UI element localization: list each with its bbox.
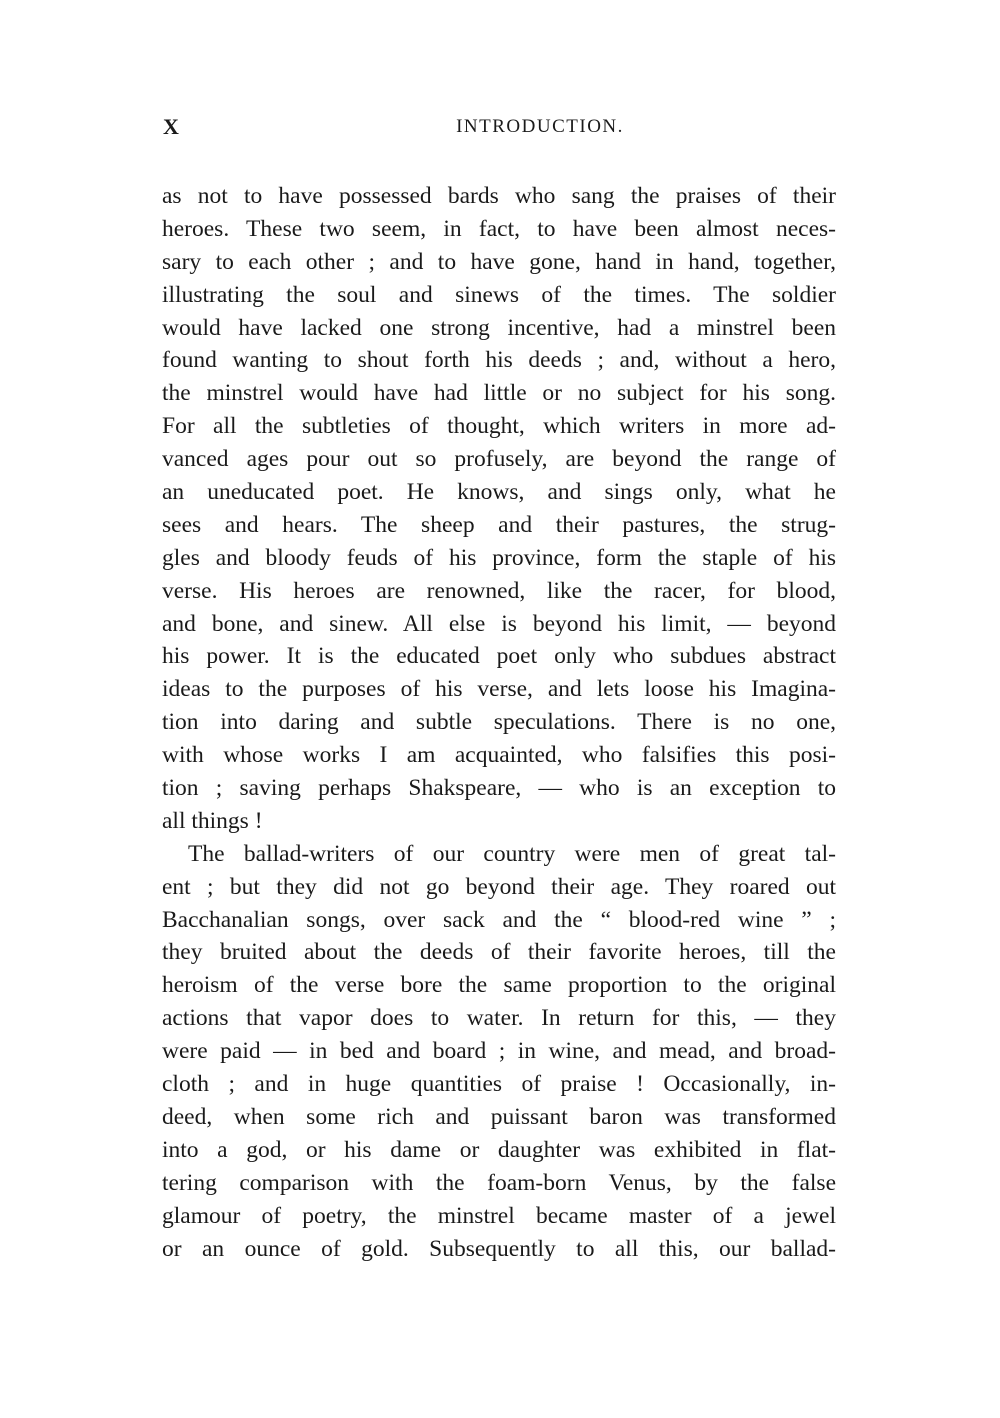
text-line: or an ounce of gold. Subsequently to all this, our ballad-: [162, 1235, 836, 1262]
text-line: sary to each other ; and to have gone, hand in hand, together,: [162, 248, 836, 275]
text-line: actions that vapor does to water. In return for this, — they: [162, 1005, 836, 1032]
text-line: found wanting to shout forth his deeds ; and, without a hero,: [162, 347, 836, 374]
text-line: heroes. These two seem, in fact, to have been almost neces-: [162, 215, 836, 242]
text-line: For all the subtleties of thought, which writers in more ad-: [162, 413, 836, 440]
paragraph: [162, 180, 836, 838]
text-line: an uneducated poet. He knows, and sings only, what he: [162, 479, 836, 506]
text-line: tering comparison with the foam-born Venus, by the false: [162, 1169, 836, 1196]
text-line: and bone, and sinew. All else is beyond his limit, — beyond: [162, 610, 836, 637]
text-line: deed, when some rich and puissant baron was transformed: [162, 1103, 836, 1130]
page-body: [162, 180, 836, 1265]
text-line: they bruited about the deeds of their favorite heroes, till the: [162, 939, 836, 966]
text-line: tion ; saving perhaps Shakspeare, — who is an exception to: [162, 775, 836, 802]
text-line: with whose works I am acquainted, who falsifies this posi-: [162, 742, 836, 769]
paragraph: [162, 838, 836, 1266]
text-line: his power. It is the educated poet only who subdues abstract: [162, 643, 836, 670]
text-line: the minstrel would have had little or no subject for his song.: [162, 380, 836, 407]
text-line: illustrating the soul and sinews of the times. The soldier: [162, 281, 836, 308]
text-line: sees and hears. The sheep and their pastures, the strug-: [162, 511, 836, 538]
text-line: were paid — in bed and board ; in wine, and mead, and broad-: [162, 1038, 836, 1065]
text-line: ent ; but they did not go beyond their age. They roared out: [162, 873, 836, 900]
text-line: into a god, or his dame or daughter was exhibited in flat-: [162, 1136, 836, 1163]
text-line: gles and bloody feuds of his province, form the staple of his: [162, 544, 836, 571]
text-line: The ballad-writers of our country were men of great tal-: [188, 840, 836, 867]
text-line: cloth ; and in huge quantities of praise ! Occasionally, in-: [162, 1071, 836, 1098]
text-line: glamour of poetry, the minstrel became master of a jewel: [162, 1202, 836, 1229]
page-number: X: [163, 114, 179, 139]
text-line: would have lacked one strong incentive, had a minstrel been: [162, 314, 836, 341]
running-title: INTRODUCTION.: [456, 116, 624, 137]
text-line: vanced ages pour out so profusely, are beyond the range of: [162, 446, 836, 473]
text-line: all things !: [162, 807, 263, 834]
text-line: as not to have possessed bards who sang the praises of their: [162, 183, 836, 209]
text-line: ideas to the purposes of his verse, and lets loose his Imagina-: [162, 676, 836, 703]
text-line: Bacchanalian songs, over sack and the “ blood-red wine ” ;: [162, 906, 836, 933]
text-line: heroism of the verse bore the same proportion to the original: [162, 972, 836, 999]
text-line: verse. His heroes are renowned, like the racer, for blood,: [162, 577, 836, 604]
text-line: tion into daring and subtle speculations. There is no one,: [162, 709, 836, 736]
